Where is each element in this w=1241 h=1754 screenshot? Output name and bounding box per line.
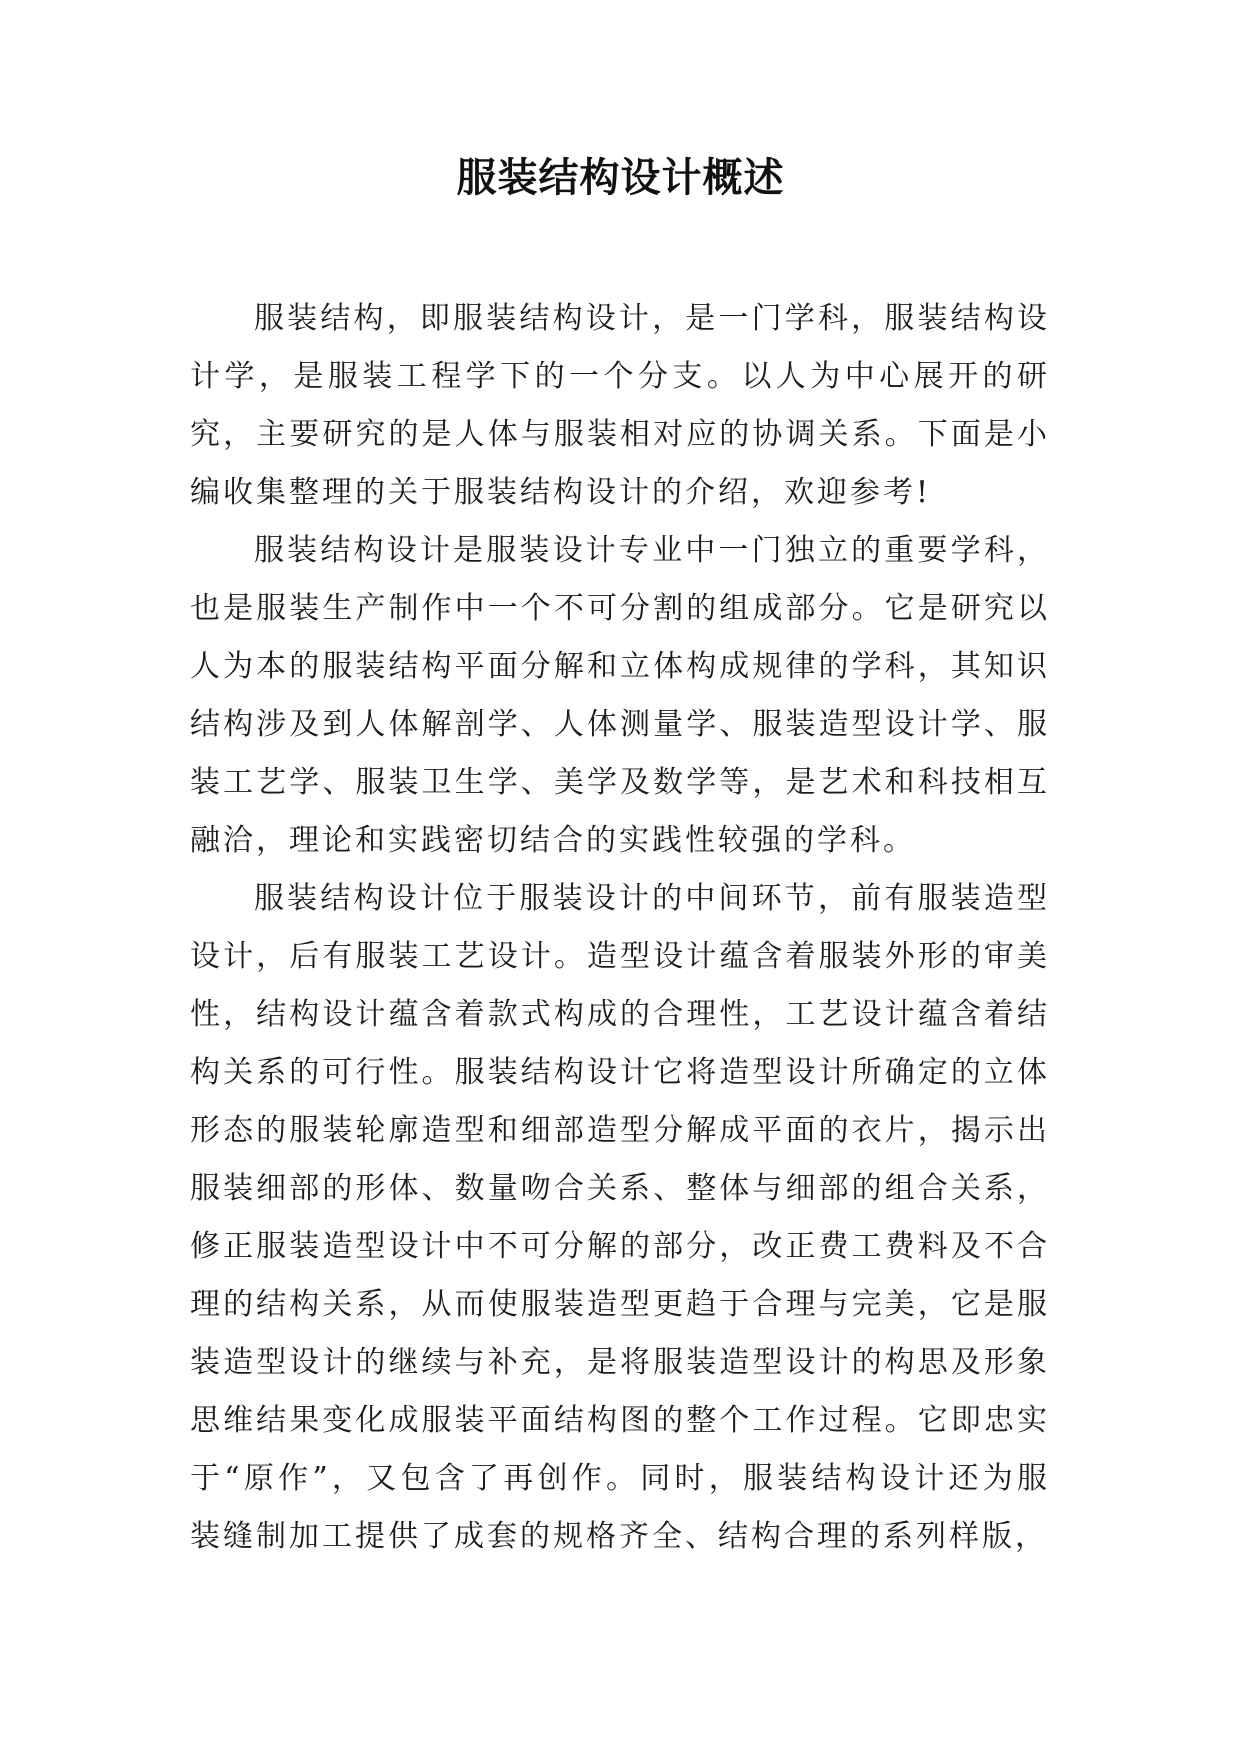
document-body xyxy=(190,290,1050,1566)
document-title: 服装结构设计概述 xyxy=(456,155,785,201)
paragraph-position: 服装结构设计位于服装设计的中间环节，前有服装造型设计，后有服装工艺设计。造型设计蕴含着服装外形的审美性，结构设计蕴含着款式构成的合理性，工艺设计蕴含着结构关系的可行性。服装结构设计它将造型设计所确定的立体形态的服装轮廓造型和细部造型分解成平面的衣片，揭示出服装细部的形体、数量吻合关系、整体与细部的组合关系，修正服装造型设计中不可分解的部分，改正费工费料及不合理的结构关系，从而使服装造型更趋于合理与完美，它是服装造型设计的继续与补充，是将服装造型设计的构思及形象思维结果变化成服装平面结构图的整个工作过程。它即忠实于“原作”，又包含了再创作。同时，服装结构设计还为服装缝制加工提供了成套的规格齐全、结构合理的系列样版， xyxy=(190,881,1050,1554)
paragraph-definition: 服装结构设计是服装设计专业中一门独立的重要学科，也是服装生产制作中一个不可分割的组成部分。它是研究以人为本的服装结构平面分解和立体构成规律的学科，其知识结构涉及到人体解剖学、人体测量学、服装造型设计学、服装工艺学、服装卫生学、美学及数学等，是艺术和科技相互融洽，理论和实践密切结合的实践性较强的学科。 xyxy=(190,533,1050,858)
paragraph-intro: 服装结构，即服装结构设计，是一门学科，服装结构设计学，是服装工程学下的一个分支。以人为中心展开的研究，主要研究的是人体与服装相对应的协调关系。下面是小编收集整理的关于服装结构设计的介绍，欢迎参考! xyxy=(190,301,1050,510)
